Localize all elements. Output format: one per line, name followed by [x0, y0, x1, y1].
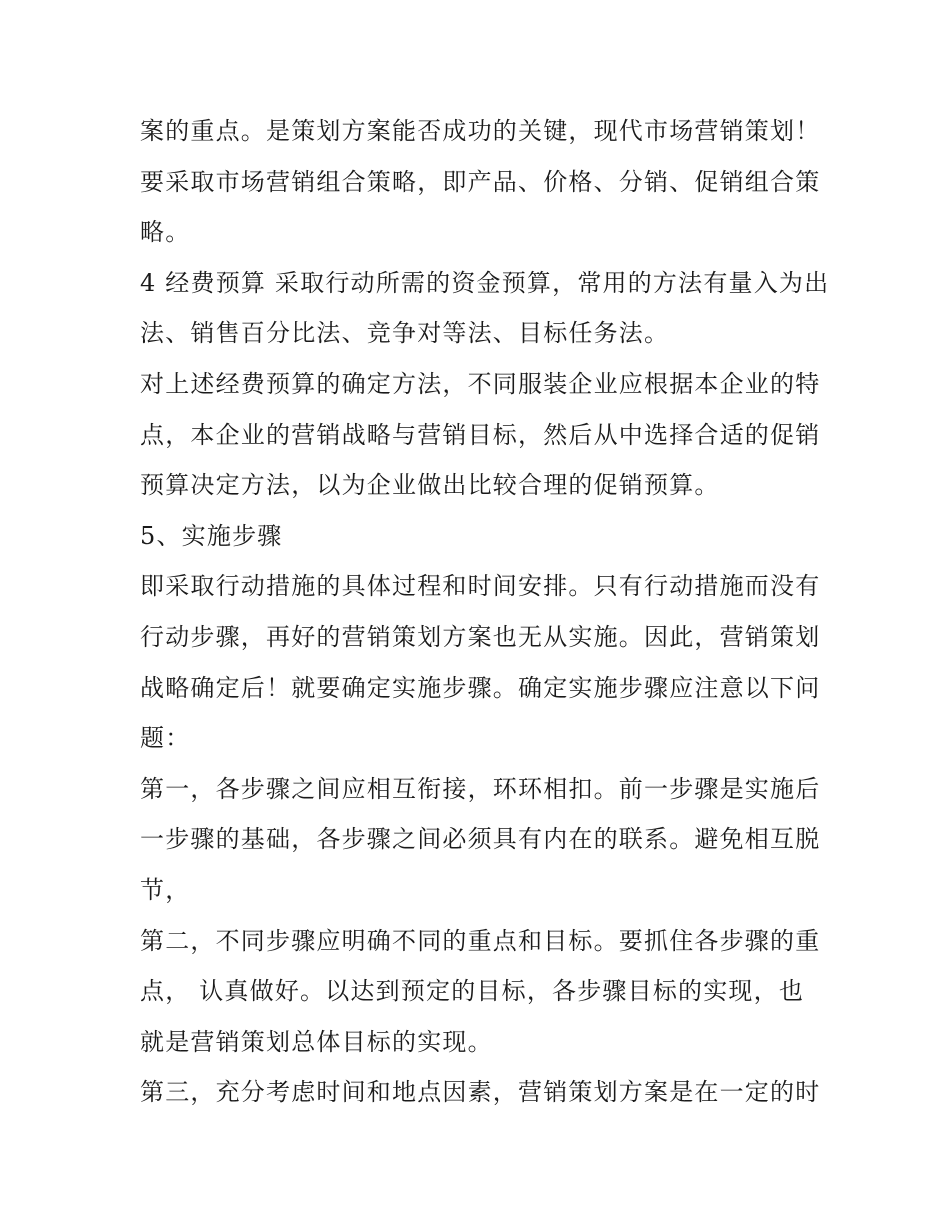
- text-line: 法、销售百分比法、竞争对等法、目标任务法。: [140, 319, 670, 348]
- text-line: 就是营销策划总体目标的实现。: [140, 1027, 493, 1056]
- text-line: 行动步骤，再好的营销策划方案也无从实施。因此，营销策划: [140, 622, 821, 651]
- text-line: 要采取市场营销组合策略，即产品、价格、分销、促销组合策: [140, 167, 821, 196]
- text-line: 点， 认真做好。以达到预定的目标，各步骤目标的实现，也: [140, 977, 805, 1006]
- text-line: 案的重点。是策划方案能否成功的关键，现代市场营销策划！: [140, 117, 821, 145]
- text-line: 预算决定方法，以为企业做出比较合理的促销预算。: [140, 471, 720, 500]
- section-heading-steps: 5、实施步骤: [140, 521, 283, 550]
- text-line: 题：: [140, 724, 191, 753]
- text-line: 一步骤的基础，各步骤之间必须具有内在的联系。避免相互脱: [140, 825, 821, 854]
- text-line: 点，本企业的营销战略与营销目标，然后从中选择合适的促销: [140, 420, 821, 449]
- text-line: 战略确定后！就要确定实施步骤。确定实施步骤应注意以下问: [140, 673, 821, 702]
- text-line: 即采取行动措施的具体过程和时间安排。只有行动措施而没有: [140, 572, 821, 601]
- point-third: 第三，充分考虑时间和地点因素，营销策划方案是在一定的时: [140, 1078, 821, 1107]
- point-second: 第二，不同步骤应明确不同的重点和目标。要抓住各步骤的重: [140, 926, 821, 955]
- point-first: 第一，各步骤之间应相互衔接，环环相扣。前一步骤是实施后: [140, 774, 821, 803]
- text-line: 节，: [140, 875, 191, 904]
- text-line: 略。: [140, 218, 191, 247]
- section-heading-budget: 4 经费预算 采取行动所需的资金预算，常用的方法有量入为出: [140, 268, 830, 297]
- document-body: [140, 106, 830, 1118]
- text-line: 对上述经费预算的确定方法，不同服装企业应根据本企业的特: [140, 369, 821, 398]
